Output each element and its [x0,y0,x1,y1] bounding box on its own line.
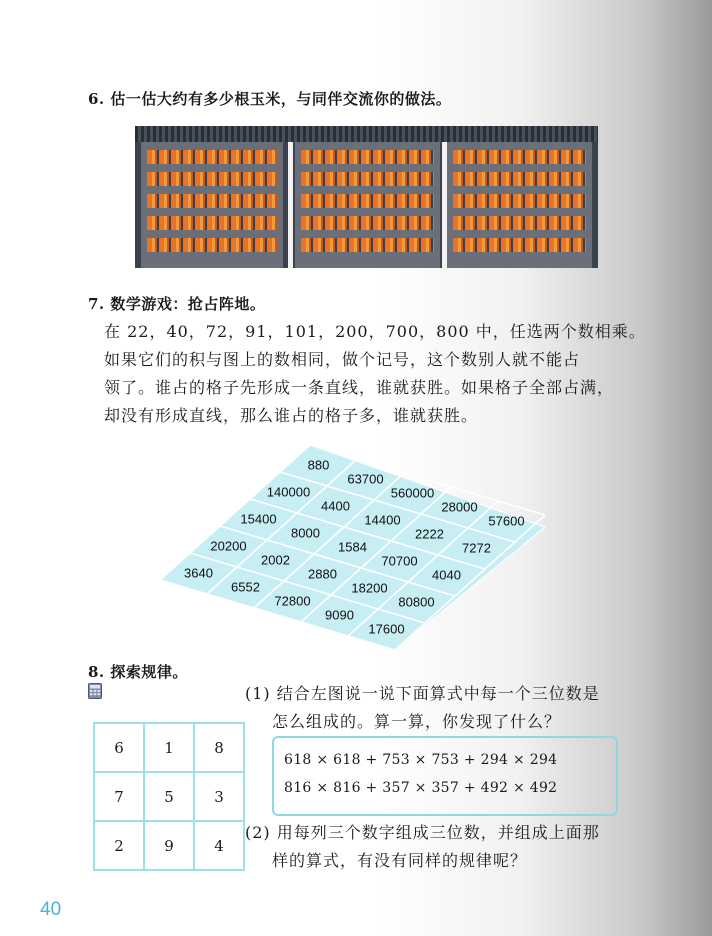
magic-square-cell: 5 [144,772,194,821]
magic-square-cell: 7 [94,772,144,821]
question-7-title: 7. 数学游戏：抢占阵地。 [88,295,266,313]
text-line: 样的算式，有没有同样的规律呢？ [272,851,528,870]
text-line: (1) 结合左图说一说下面算式中每一个三位数是 [245,684,600,703]
board-cell-number[interactable]: 80800 [398,594,435,610]
magic-square-cell: 9 [144,821,194,870]
magic-square-cell: 3 [194,772,244,821]
board-cell-number[interactable]: 880 [307,457,330,473]
formula-box [272,736,618,816]
board-cell-number[interactable]: 72800 [274,593,311,609]
board-cell-number[interactable]: 17600 [368,621,405,637]
board-cell-number[interactable]: 28000 [441,499,478,515]
formula-line: 618 × 618 + 753 × 753 + 294 × 294 [284,752,558,768]
board-cell-number[interactable]: 9090 [325,607,354,623]
board-cell-number[interactable]: 1584 [338,539,367,555]
text-line: 却没有形成直线，那么谁占的格子多，谁就获胜。 [104,406,479,425]
corn-drying-photo [135,126,598,268]
board-cell-number[interactable]: 70700 [381,553,418,569]
game-board [160,445,550,655]
page-number: 40 [40,899,62,920]
question-6-title: 6. 估一估大约有多少根玉米，与同伴交流你的做法。 [88,90,452,108]
magic-square-cell: 1 [144,723,194,772]
calculator-icon [88,683,102,699]
question-8-title: 8. 探索规律。 [88,663,188,681]
board-cell-number[interactable]: 63700 [347,471,384,487]
question-7-text [104,318,664,430]
board-cell-number[interactable]: 4040 [432,567,461,583]
question-8-part-2 [245,819,665,875]
board-cell-number[interactable]: 14400 [364,512,401,528]
board-cell-number[interactable]: 2222 [415,526,444,542]
magic-square-cell: 8 [194,723,244,772]
question-8-part-1 [245,680,645,736]
board-cell-number[interactable]: 140000 [266,484,311,500]
magic-square-cell: 4 [194,821,244,870]
board-cell-number[interactable]: 8000 [291,525,320,541]
text-line: 在 22，40，72，91，101，200，700，800 中，任选两个数相乘。 [104,322,646,341]
board-cell-number[interactable]: 15400 [240,511,277,527]
board-cell-number[interactable]: 20200 [210,538,247,554]
formula-line: 816 × 816 + 357 × 357 + 492 × 492 [284,780,558,796]
magic-square-cell: 2 [94,821,144,870]
text-line: 领了。谁占的格子先形成一条直线，谁就获胜。如果格子全部占满， [104,378,615,397]
text-line: (2) 用每列三个数字组成三位数，并组成上面那 [245,823,600,842]
board-cell-number[interactable]: 2880 [308,566,337,582]
board-cell-number[interactable]: 57600 [488,513,525,529]
board-cell-number[interactable]: 3640 [184,565,213,581]
board-cell-number[interactable]: 18200 [351,580,388,596]
board-cell-number[interactable]: 7272 [462,540,491,556]
board-cell-number[interactable]: 560000 [390,485,435,501]
board-cell-number[interactable]: 2002 [261,552,290,568]
board-cell-number[interactable]: 4400 [321,498,350,514]
text-line: 如果它们的积与图上的数相同，做个记号，这个数别人就不能占 [104,350,581,369]
magic-square [93,722,245,871]
magic-square-cell: 6 [94,723,144,772]
text-line: 怎么组成的。算一算，你发现了什么？ [272,712,562,731]
board-cell-number[interactable]: 6552 [231,579,260,595]
